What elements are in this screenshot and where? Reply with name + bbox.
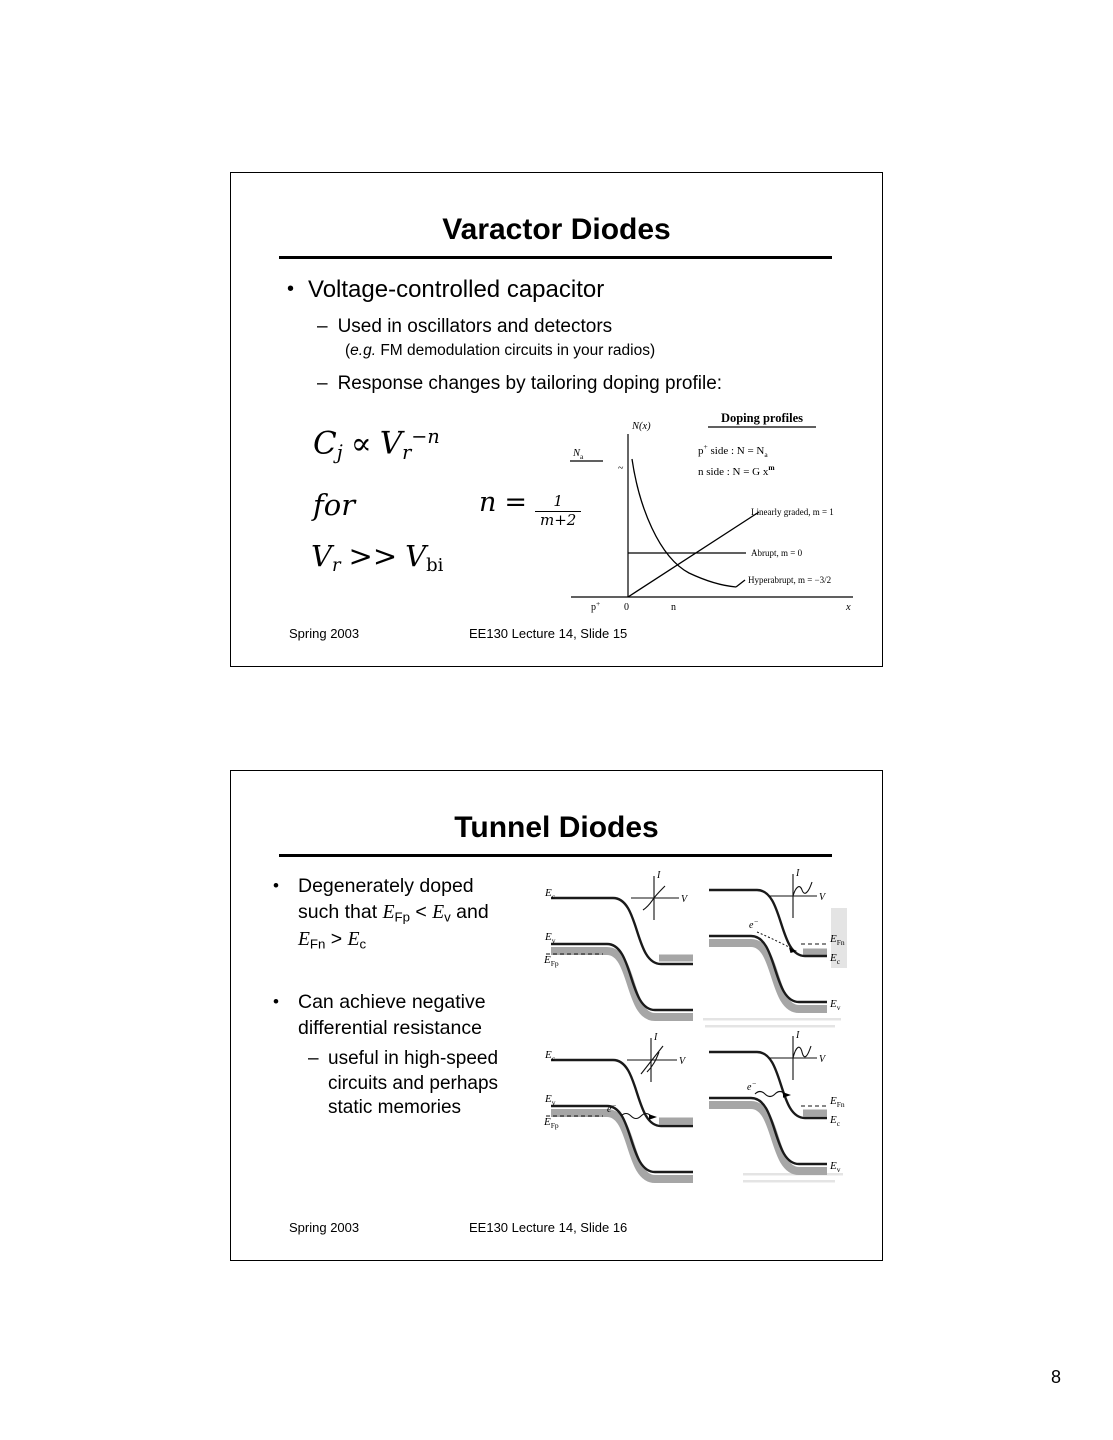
hyperabrupt-curve [632,459,736,587]
dash-glyph: – [308,1048,319,1069]
ev-label: $E_v$ [545,1093,556,1107]
equation-for: for [313,488,356,522]
math-sub-r: r [331,555,341,577]
relation: < [409,901,433,924]
panel-peak-tunneling [543,1032,693,1179]
doping-profiles-title: Doping profiles [720,411,804,425]
linearly-graded-label: Linearly graded, m = 1 [751,507,834,517]
math-sub-bi: bi [426,555,444,577]
subbullet-oscillators [317,316,882,338]
x-label-x: x [846,602,851,613]
fraction-denominator: m+2 [535,511,581,529]
x-label-zero: 0 [624,602,629,613]
symbol-sub-c: c [359,936,367,952]
relation: > [325,928,348,951]
subbullet-doping-profile [317,373,882,395]
bullet-line: Degenerately doped [298,875,474,897]
symbol-sub-Fn: Fn [309,936,326,952]
bullet-line: differential resistance [298,1017,482,1040]
bullet-dot: • [273,876,279,895]
iv-label-voltage: V [679,1056,686,1067]
slide-15 [230,172,883,667]
footer-semester: Spring 2003 [289,1220,360,1235]
iv-label-voltage: V [819,892,826,903]
math-C: C [313,425,337,462]
y-axis-label: N(x) [632,421,651,432]
math-V: V [405,539,427,573]
symbol-E: E [432,902,445,924]
axis-break-squiggle: ~ [618,463,624,474]
math-V: V [311,539,332,573]
panel-equilibrium [543,870,693,1017]
bullet-line: such that [298,901,383,924]
equation-cj-proportional [313,425,440,464]
bullet-degenerately-doped [273,873,548,953]
symbol-E: E [298,929,310,951]
ev-label: $E_v$ [545,931,556,945]
iv-label-voltage: V [819,1054,826,1065]
x-label-p-plus: p+ [591,599,601,613]
dash-glyph: – [317,316,328,337]
symbol-E: E [382,902,395,924]
p-side-equation: p+ side : $N = N_a$ [698,442,768,459]
efn-label: $E_{Fn}$ [830,1095,845,1109]
ec-label: $E_c$ [545,887,556,901]
much-greater-symbol: >> [348,539,398,573]
fraction-numerator: 1 [553,492,563,511]
math-exp-minus-n: −n [411,425,440,448]
efp-label: $E_{Fp}$ [544,1116,559,1130]
hyperabrupt-leader [736,580,745,587]
math-n: n [479,487,497,518]
iv-label-current: I [657,870,661,881]
panel-larger-forward-bias [709,1030,845,1174]
hyperabrupt-label: Hyperabrupt, m = −3/2 [748,575,832,585]
bullet-line: and [450,901,489,924]
dash-glyph: – [317,373,328,394]
note-eg: e.g. [350,342,377,359]
subbullet-text: Response changes by tailoring doping profile: [337,373,723,394]
electron-label: e− [607,1101,617,1115]
ec-label: $E_c$ [830,1114,841,1128]
page-number: 8 [1051,1367,1062,1387]
bullet-line: Can achieve negative [298,991,486,1013]
footer-lecture: EE130 Lecture 14, Slide 15 [469,626,628,641]
math-sub-r: r [402,440,412,464]
math-V: V [379,425,403,462]
subbullet-line: circuits and perhaps [328,1072,499,1094]
ec-label: $E_c$ [545,1049,556,1063]
footer-lecture: EE130 Lecture 14, Slide 16 [469,1220,628,1235]
arrowhead [649,1114,657,1120]
note-fm-demodulation [345,342,882,360]
equation-vr [311,539,443,576]
symbol-E: E [347,929,360,951]
footer-semester: Spring 2003 [289,626,360,641]
abrupt-label: Abrupt, m = 0 [751,548,803,558]
iv-curve [793,882,812,896]
efn-label: $E_{Fn}$ [830,933,845,947]
iv-label-current: I [796,868,800,879]
note-paren: ( [345,342,351,359]
subbullet-line: useful in high-speed [328,1048,499,1069]
electron-label: e− [747,1079,757,1093]
iv-curve [793,1046,811,1058]
title-underline [279,256,832,259]
arrowhead [783,1092,791,1098]
bullet-negative-resistance [273,989,548,1041]
note-text: FM demodulation circuits in your radios) [376,342,656,359]
bullet-dot: • [287,278,295,300]
iv-label-current: I [654,1032,658,1043]
doping-profiles-figure [565,407,861,616]
propto-symbol: ∝ [350,425,372,462]
electron-label: e− [749,917,759,931]
bullet-text: Voltage-controlled capacitor [308,276,605,303]
subbullet-high-speed [308,1047,543,1121]
bullet-dot: • [273,992,279,1011]
efp-label: $E_{Fp}$ [544,954,559,968]
na-label: $N_a$ [573,448,584,461]
panel-small-forward-bias [709,868,845,1012]
math-sub-j: j [336,440,343,464]
slide-title: Tunnel Diodes [454,811,659,844]
x-label-n: n [671,602,676,613]
iv-label-voltage: V [681,894,688,905]
subbullet-text: Used in oscillators and detectors [337,316,613,337]
tunnel-diode-band-diagrams [543,868,851,1191]
n-side-equation: n side : N = G $x^m$ [698,463,775,478]
iv-curve-2 [647,1052,659,1072]
ev-label: $E_v$ [830,1160,841,1174]
ec-label: $E_c$ [830,952,841,966]
symbol-sub-v: v [444,909,451,925]
title-underline [279,854,832,857]
equals-symbol: = [504,487,528,518]
ev-label: $E_v$ [830,998,841,1012]
symbol-sub-Fp: Fp [394,909,410,925]
slide-16 [230,770,883,1261]
iv-label-current: I [796,1030,800,1041]
subbullet-line: static memories [328,1097,462,1119]
slide-title: Varactor Diodes [442,213,671,246]
bullet-voltage-controlled [287,276,882,304]
tunneling-electron-wave [755,1092,785,1097]
